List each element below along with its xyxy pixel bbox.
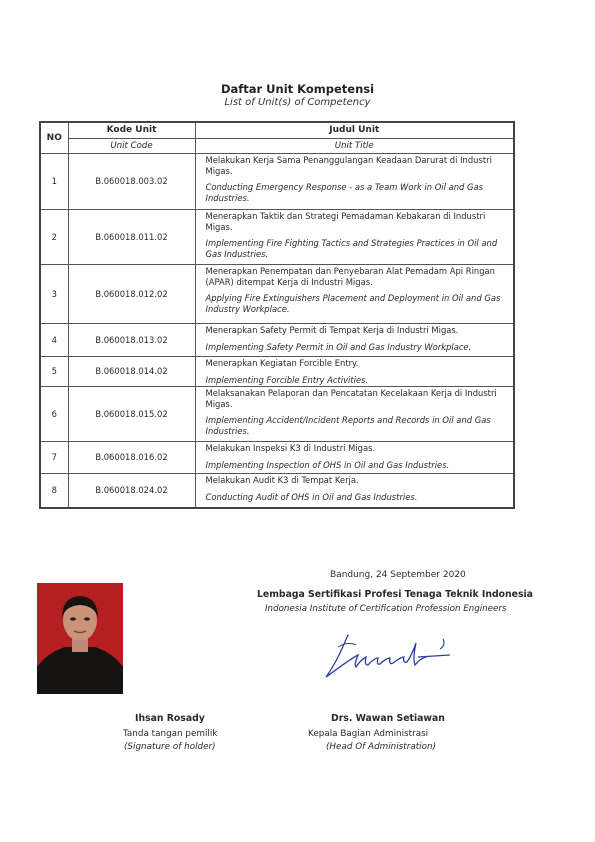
unit-title: [195, 324, 514, 357]
unit-title-id: Menerapkan Safety Permit di Tempat Kerja di Industri Migas.: [205, 325, 459, 335]
row-number: 5: [40, 357, 68, 387]
issuer-name: Lembaga Sertifikasi Profesi Tenaga Teknik Indonesia: [257, 589, 533, 600]
table-subheader-row: [40, 139, 514, 154]
unit-title: [195, 154, 514, 210]
unit-title: [195, 210, 514, 265]
unit-code: B.060018.016.02: [68, 442, 195, 474]
unit-code: B.060018.024.02: [68, 474, 195, 508]
table-row: [40, 154, 514, 210]
unit-title-id: Melakukan Audit K3 di Tempat Kerja.: [205, 475, 359, 486]
unit-title-en: Applying Fire Extinguishers Placement and Deployment in Oil and Gas Industry Workplace.: [205, 293, 501, 314]
list-title: Daftar Unit Kompetensi: [220, 82, 375, 96]
holder-signature-label: Tanda tangan pemilik: [123, 729, 218, 739]
unit-code: B.060018.003.02: [68, 154, 195, 210]
unit-title-en: Implementing Safety Permit in Oil and Gas Industry Workplace.: [205, 341, 472, 352]
title-header-en: Unit Title: [195, 139, 514, 154]
unit-title: [195, 265, 514, 324]
competency-table-body: [40, 122, 514, 508]
table-row: [40, 357, 514, 387]
head-title-en: (Head Of Administration): [326, 742, 437, 752]
unit-title-id: Melakukan Kerja Sama Penanggulangan Keadaan Darurat di Industri Migas.: [205, 155, 492, 176]
unit-title-en: Implementing Fire Fighting Tactics and Strategies Practices in Oil and Gas Industries.: [205, 238, 498, 259]
unit-title-id: Melaksanakan Pelaporan dan Pencatatan Kecelakaan Kerja di Industri Migas.: [205, 388, 497, 409]
unit-code: B.060018.011.02: [68, 210, 195, 265]
title-header: Judul Unit: [195, 122, 514, 139]
unit-title-en: Implementing Forcible Entry Activities.: [205, 374, 369, 385]
table-header-row: [40, 122, 514, 139]
unit-title: [195, 357, 514, 387]
row-number: 1: [40, 154, 68, 210]
row-number: 4: [40, 324, 68, 357]
unit-title-en: Conducting Emergency Response - as a Team Work in Oil and Gas Industries.: [205, 182, 484, 203]
row-number: 7: [40, 442, 68, 474]
signature: [318, 627, 458, 685]
table-row: [40, 265, 514, 324]
head-name: Drs. Wawan Setiawan: [331, 713, 445, 724]
head-title: Kepala Bagian Administrasi: [308, 729, 429, 739]
row-number: 3: [40, 265, 68, 324]
holder-name: Ihsan Rosady: [135, 713, 205, 724]
competency-table: [39, 121, 515, 509]
row-number: 6: [40, 387, 68, 442]
code-header-en: Unit Code: [68, 139, 195, 154]
unit-title-en: Implementing Inspection of OHS in Oil and Gas Industries.: [205, 459, 450, 470]
unit-code: B.060018.015.02: [68, 387, 195, 442]
no-header: NO: [40, 122, 68, 154]
table-row: [40, 387, 514, 442]
unit-code: B.060018.014.02: [68, 357, 195, 387]
unit-title-en: Implementing Accident/Incident Reports and Records in Oil and Gas Industries.: [205, 415, 491, 436]
table-row: [40, 474, 514, 508]
table-row: [40, 442, 514, 474]
row-number: 2: [40, 210, 68, 265]
table-row: [40, 324, 514, 357]
unit-title-id: Menerapkan Taktik dan Strategi Pemadaman Kebakaran di Industri Migas.: [205, 211, 486, 232]
unit-title: [195, 387, 514, 442]
unit-title-en: Conducting Audit of OHS in Oil and Gas Industries.: [205, 491, 418, 502]
holder-photo: [37, 583, 123, 694]
row-number: 8: [40, 474, 68, 508]
unit-title-id: Menerapkan Penempatan dan Penyebaran Alat Pemadam Api Ringan (APAR) ditempat Kerja di Industri Migas.: [205, 266, 495, 287]
table-row: [40, 210, 514, 265]
place-date: Bandung, 24 September 2020: [330, 570, 466, 580]
unit-title-id: Melakukan Inspeksi K3 di Industri Migas.: [205, 443, 376, 454]
unit-code: B.060018.012.02: [68, 265, 195, 324]
code-header: Kode Unit: [68, 122, 195, 139]
holder-signature-label-en: (Signature of holder): [124, 742, 216, 752]
unit-title: [195, 442, 514, 474]
unit-title: [195, 474, 514, 508]
issuer-name-en: Indonesia Institute of Certification Profession Engineers: [265, 604, 507, 614]
unit-code: B.060018.013.02: [68, 324, 195, 357]
list-subtitle: List of Unit(s) of Competency: [224, 97, 371, 108]
unit-title-id: Menerapkan Kegiatan Forcible Entry.: [205, 358, 359, 368]
